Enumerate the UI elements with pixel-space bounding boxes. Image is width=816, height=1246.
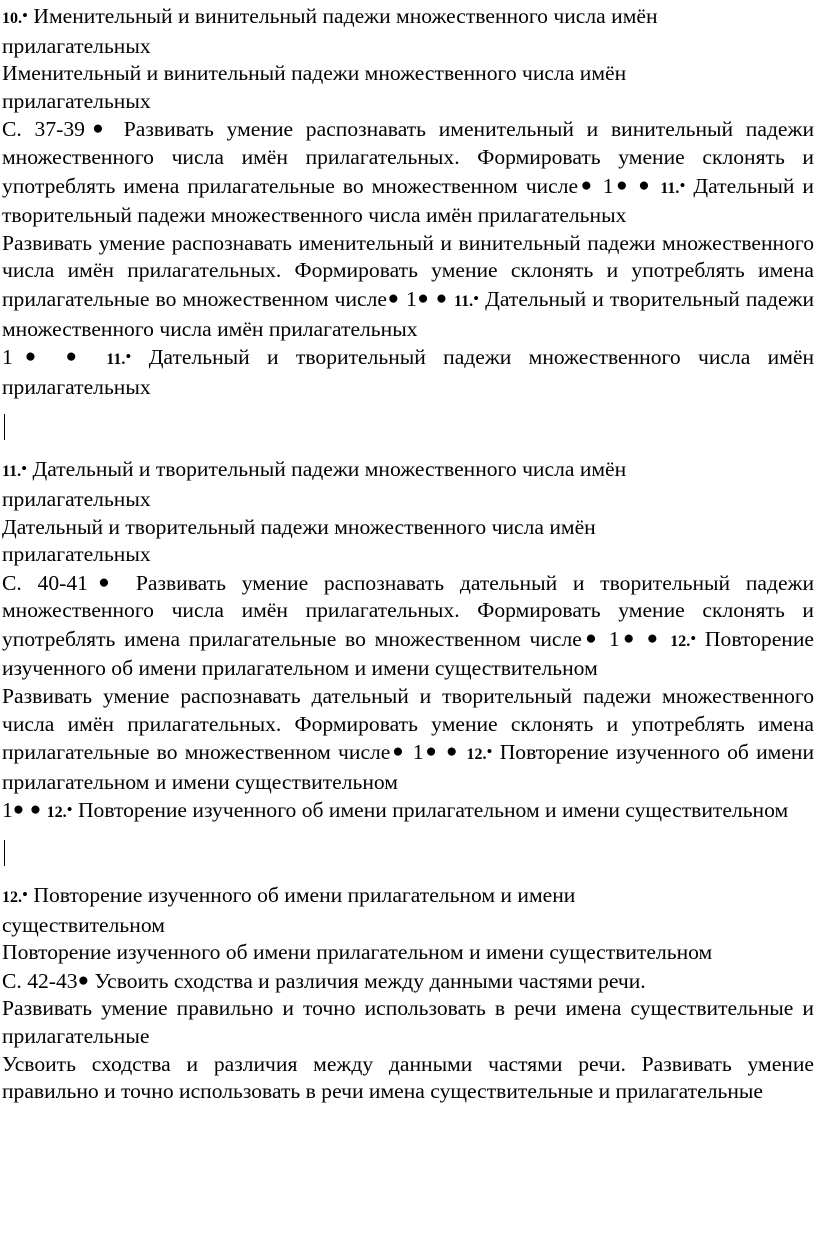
lesson-topic: Дательный и творительный падежи множественного числа имён прилагательных xyxy=(2,514,596,567)
lesson-goal-line: Усвоить сходства и различия между данными частями речи. Развивать умение правильно и точно использовать в речи имена существительные и прилагательные xyxy=(2,1051,814,1104)
lesson-topic: Повторение изученного об имени прилагательном и имени существительном xyxy=(2,940,713,965)
lesson-heading: 12.• Повторение изученного об имени прилагательном и имени существительном xyxy=(2,883,576,937)
lesson-next-line: 1● ● 11.• Дательный и творительный падежи множественного числа имён прилагательных xyxy=(2,345,815,399)
lesson-next-line: 1● ● 12.• Повторение изученного об имени прилагательном и имени существительном xyxy=(2,798,789,823)
lesson-goal-line: С. 40-41● Развивать умение распознавать дательный и творительный падежи множественного числа имён прилагательных. Формировать умение склонять и употреблять имена прилагательные во множественном числе● 1● ● 12.• Повторение изученного об имени прилагательном и имени существительном xyxy=(2,570,815,681)
lesson-goal-line: Развивать умение распознавать именительный и винительный падежи множественного числа имён прилагательных. Формировать умение склонять и употреблять имена прилагательные во множественном числе● 1● ● 11.• Дательный и творительный падежи множественного числа имён прилагательных xyxy=(2,230,815,341)
row-divider xyxy=(4,414,5,440)
row-divider xyxy=(4,840,5,866)
lesson-heading: 10.• Именительный и винительный падежи множественного числа имён прилагательных xyxy=(2,4,658,58)
lesson-goal-line: Развивать умение правильно и точно использовать в речи имена существительные и прилагательные xyxy=(2,996,814,1048)
lesson-topic: Именительный и винительный падежи множественного числа имён прилагательных xyxy=(2,61,627,113)
lesson-goal-line: С. 42-43● Усвоить сходства и различия между данными частями речи. xyxy=(2,968,646,993)
lesson-heading: 11.• Дательный и творительный падежи множественного числа имён прилагательных xyxy=(2,457,627,511)
lesson-goal-line: Развивать умение распознавать дательный и творительный падежи множественного числа имён прилагательных. Формировать умение склонять и употреблять имена прилагательные во множественном числе● 1● ● 12.• Повторение изученного об имени прилагательном и имени существительном xyxy=(2,684,815,794)
lesson-goal-line: С. 37-39● Развивать умение распознавать именительный и винительный падежи множественного числа имён прилагательных. Формировать умение склонять и употреблять имена прилагательные во множественном числе● 1● ● 11.• Дательный и творительный падежи множественного числа имён прилагательных xyxy=(2,117,814,228)
